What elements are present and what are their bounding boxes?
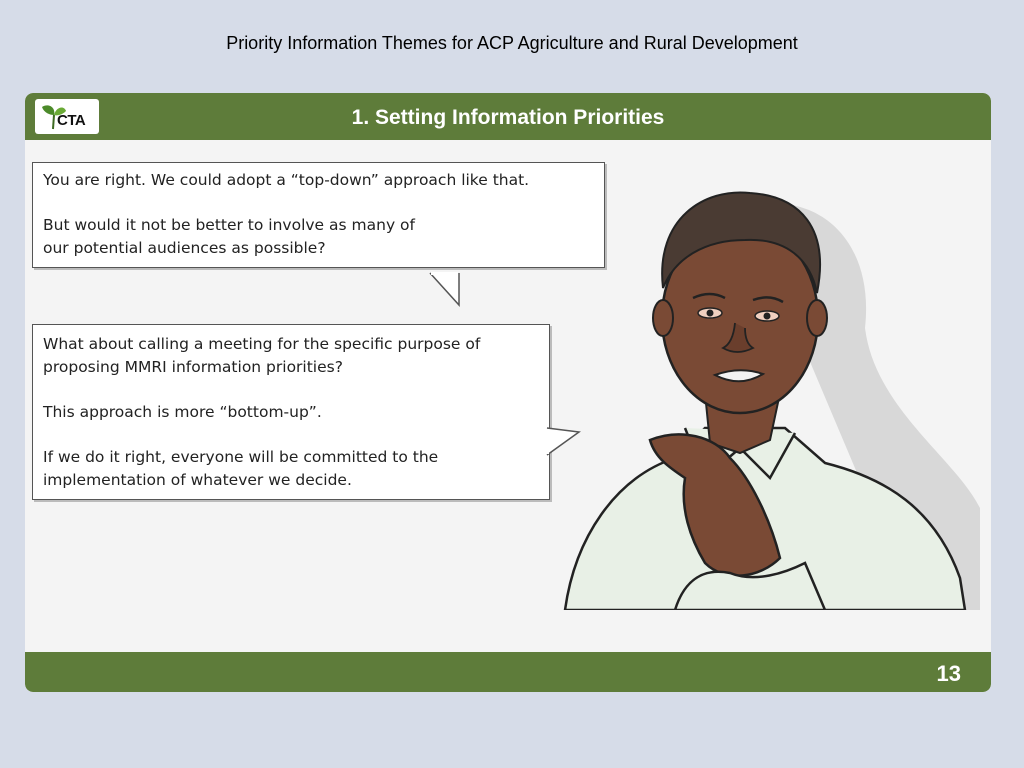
bubble-tail-icon: [429, 272, 469, 308]
speech-bubble-top: [32, 162, 605, 268]
bubble-text: You are right. We could adopt a “top-down” approach like that.: [43, 171, 530, 189]
man-thinking-illustration: [555, 178, 980, 610]
slide-panel: [25, 93, 991, 692]
bubble-text: This approach is more “bottom-up”.: [43, 403, 322, 421]
footer-bar: [25, 652, 991, 692]
logo-text: CTA: [57, 112, 86, 129]
header-bar: [25, 93, 991, 140]
page-number: 13: [936, 661, 961, 686]
bubble-text: If we do it right, everyone will be committed to the implementation of whatever we decide.: [43, 448, 439, 489]
slide-title: 1. Setting Information Priorities: [351, 106, 665, 129]
bubble-text: What about calling a meeting for the specific purpose of proposing MMRI information priorities?: [43, 335, 481, 376]
bubble-text: But would it not be better to involve as many of our potential audiences as possible?: [43, 216, 415, 257]
page-title: Priority Information Themes for ACP Agriculture and Rural Development: [226, 33, 798, 53]
speech-bubble-bottom: [32, 324, 550, 500]
